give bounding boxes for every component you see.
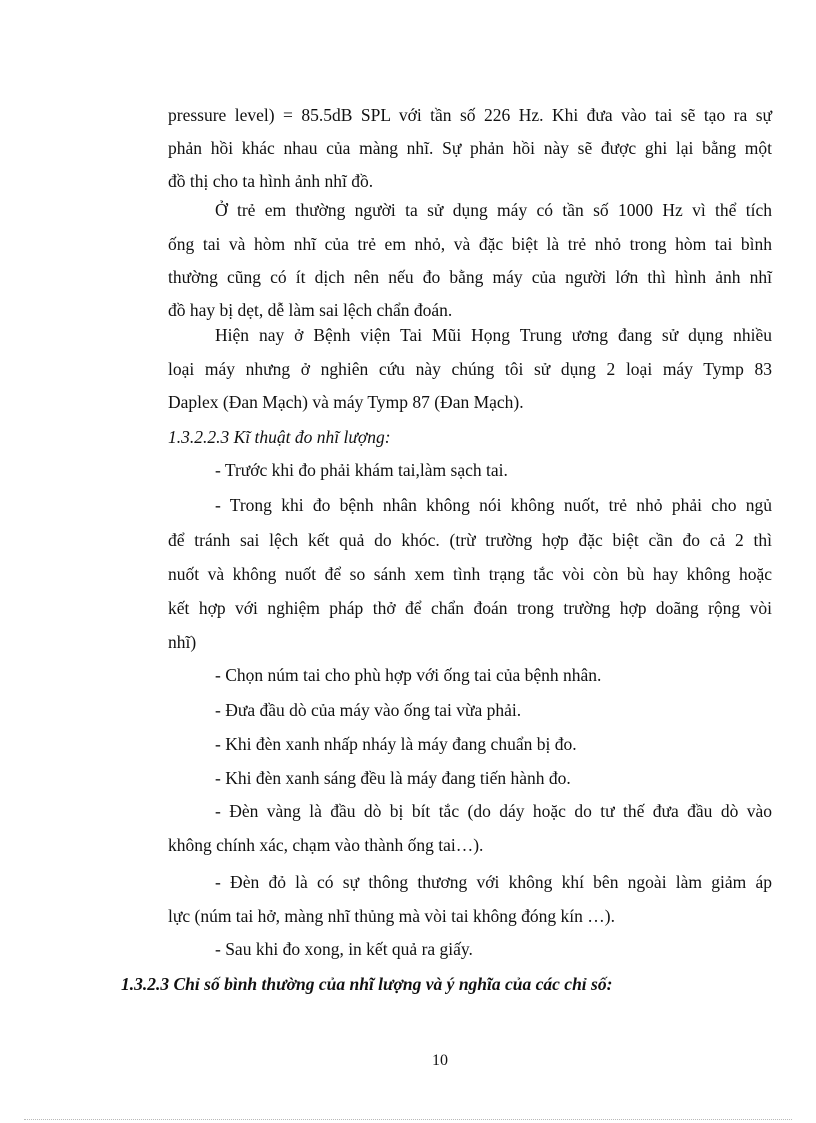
page-bottom-border [24,1119,792,1120]
bullet-item: - Trước khi đo phải khám tai,làm sạch tai. [215,460,508,480]
text-line: phản hồi khác nhau của màng nhĩ. Sự phản hồi này sẽ được ghi lại bằng một [168,138,772,158]
bullet-item: - Khi đèn xanh nhấp nháy là máy đang chuẩn bị đo. [215,734,577,754]
text-line: đồ hay bị dẹt, dễ làm sai lệch chẩn đoán. [168,300,453,320]
bullet-item: - Đưa đầu dò của máy vào ống tai vừa phải. [215,700,522,720]
text-line: không chính xác, chạm vào thành ống tai…). [168,835,484,855]
text-line: - Đèn đỏ là có sự thông thương với không khí bên ngoài làm giảm áp [215,872,772,892]
text-line: Ở trẻ em thường người ta sử dụng máy có tần số 1000 Hz vì thể tích [215,200,772,220]
subsection-heading: 1.3.2.2.3 Kĩ thuật đo nhĩ lượng: [168,427,391,447]
text-line: Daplex (Đan Mạch) và máy Tymp 87 (Đan Mạch). [168,392,524,412]
text-line: lực (núm tai hở, màng nhĩ thủng mà vòi tai không đóng kín …). [168,906,615,926]
text-line: nhĩ) [168,632,197,652]
text-line: ống tai và hòm nhĩ của trẻ em nhỏ, và đặc biệt là trẻ nhỏ trong hòm tai bình [168,234,772,254]
text-line: - Đèn vàng là đầu dò bị bít tắc (do dáy hoặc do tư thế đưa đầu dò vào [215,801,772,821]
text-line: đồ thị cho ta hình ảnh nhĩ đồ. [168,171,374,191]
section-heading: 1.3.2.3 Chỉ số bình thường của nhĩ lượng và ý nghĩa của các chỉ số: [121,974,613,994]
page-number: 10 [432,1052,448,1069]
bullet-item: - Chọn núm tai cho phù hợp với ống tai của bệnh nhân. [215,665,602,685]
text-line: - Trong khi đo bệnh nhân không nói không nuốt, trẻ nhỏ phải cho ngủ [215,495,772,515]
text-line: kết hợp với nghiệm pháp thở để chẩn đoán trong trường hợp doãng rộng vòi [168,598,772,618]
text-line: pressure level) = 85.5dB SPL với tần số 226 Hz. Khi đưa vào tai sẽ tạo ra sự [168,105,772,125]
bullet-item: - Khi đèn xanh sáng đều là máy đang tiến hành đo. [215,768,571,788]
text-line: để tránh sai lệch kết quả do khóc. (trừ trường hợp đặc biệt cần đo cả 2 thì [168,530,772,550]
bullet-item: - Sau khi đo xong, in kết quả ra giấy. [215,939,473,959]
text-line: loại máy nhưng ở nghiên cứu này chúng tôi sử dụng 2 loại máy Tymp 83 [168,359,772,379]
text-line: Hiện nay ở Bệnh viện Tai Mũi Họng Trung ương đang sử dụng nhiều [215,325,772,345]
text-line: nuốt và không nuốt để so sánh xem tình trạng tắc vòi còn bù hay không hoặc [168,564,772,584]
text-line: thường cũng có ít dịch nên nếu đo bằng máy của người lớn thì hình ảnh nhĩ [168,267,772,287]
